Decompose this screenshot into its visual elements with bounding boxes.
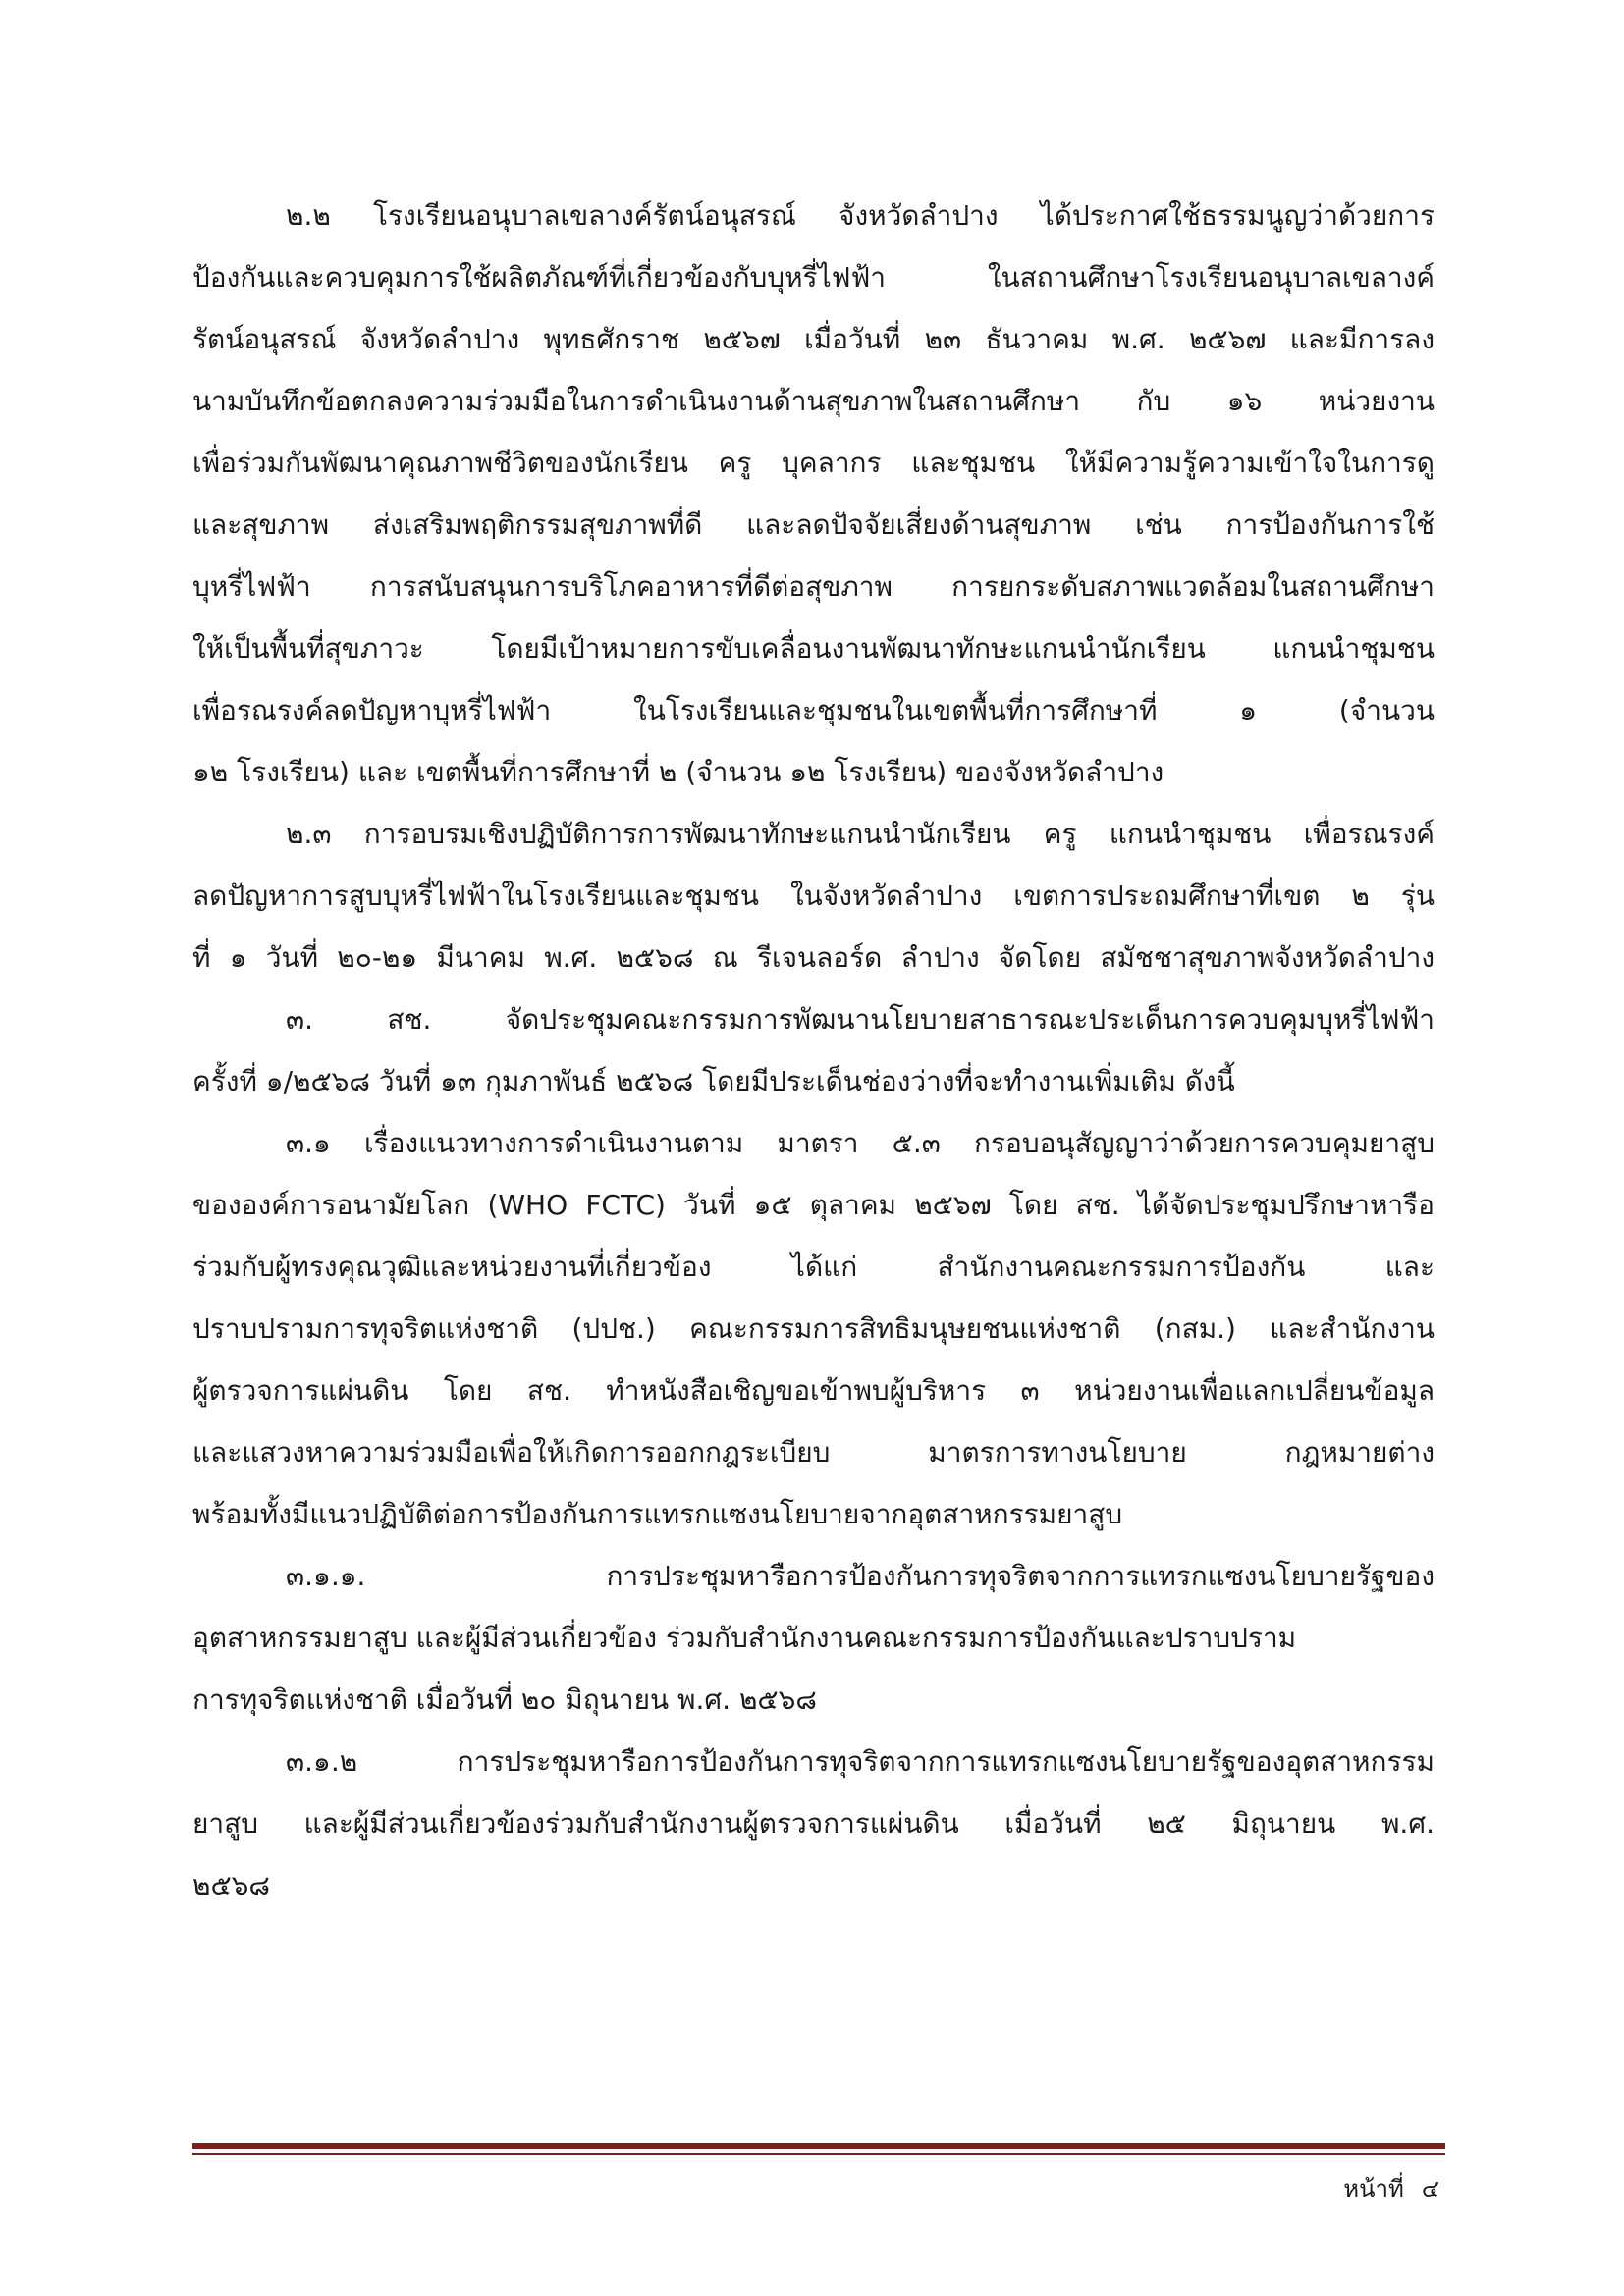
paragraph-2-2-line: ๒.๒ โรงเรียนอนุบาลเขลางค์รัตน์อนุสรณ์ จังหวัดลำปาง ได้ประกาศใช้ธรรมนูญว่าด้วยการ	[286, 199, 1435, 232]
paragraph-3-1-line: และแสวงหาความร่วมมือเพื่อให้เกิดการออกกฎระเบียบ มาตรการทางนโยบาย กฎหมายต่าง	[192, 1436, 1435, 1468]
page-number	[1343, 2169, 1439, 2209]
paragraph-3-1-line: ขององค์การอนามัยโลก (WHO FCTC) วันที่ ๑๕ ตุลาคม ๒๕๖๗ โดย สช. ได้จัดประชุมปรึกษาหารือ	[192, 1189, 1435, 1221]
footer-rule-thin	[192, 2153, 1445, 2155]
paragraph-2-3-line: ลดปัญหาการสูบบุหรี่ไฟฟ้าในโรงเรียนและชุมชน ในจังหวัดลำปาง เขตการประถมศึกษาที่เขต ๒ รุ่น	[192, 880, 1435, 912]
paragraph-3-1-2-line: ๒๕๖๘	[192, 1869, 271, 1901]
paragraph-2-3-line: ๒.๓ การอบรมเชิงปฏิบัติการการพัฒนาทักษะแกนนำนักเรียน ครู แกนนำชุมชน เพื่อรณรงค์	[286, 818, 1435, 850]
paragraph-3-1-line: ร่วมกับผู้ทรงคุณวุฒิและหน่วยงานที่เกี่ยวข้อง ได้แก่ สำนักงานคณะกรรมการป้องกัน และ	[192, 1251, 1435, 1283]
paragraph-3-1-1-line: ๓.๑.๑. การประชุมหารือการป้องกันการทุจริตจากการแทรกแซงนโยบายรัฐของ	[286, 1560, 1435, 1592]
paragraph-2-2-line: บุหรี่ไฟฟ้า การสนับสนุนการบริโภคอาหารที่ดีต่อสุขภาพ การยกระดับสภาพแวดล้อมในสถานศึกษา	[192, 570, 1435, 603]
paragraph-3-1-2-line: ยาสูบ และผู้มีส่วนเกี่ยวข้องร่วมกับสำนักงานผู้ตรวจการแผ่นดิน เมื่อวันที่ ๒๕ มิถุนายน พ.ศ.	[192, 1807, 1435, 1840]
paragraph-2-2-line: ๑๒ โรงเรียน) และ เขตพื้นที่การศึกษาที่ ๒ (จำนวน ๑๒ โรงเรียน) ของจังหวัดลำปาง	[192, 756, 1164, 788]
footer-rule-thick	[192, 2143, 1445, 2149]
paragraph-3-1-1-line: อุตสาหกรรมยาสูบ และผู้มีส่วนเกี่ยวข้อง ร่วมกับสำนักงานคณะกรรมการป้องกันและปราบปราม	[192, 1622, 1297, 1654]
paragraph-2-2-line: ให้เป็นพื้นที่สุขภาวะ โดยมีเป้าหมายการขับเคลื่อนงานพัฒนาทักษะแกนนำนักเรียน แกนนำชุมชน	[192, 632, 1435, 665]
paragraph-2-2-line: รัตน์อนุสรณ์ จังหวัดลำปาง พุทธศักราช ๒๕๖๗ เมื่อวันที่ ๒๓ ธันวาคม พ.ศ. ๒๕๖๗ และมีการลง	[192, 323, 1435, 355]
paragraph-3-line: ๓. สช. จัดประชุมคณะกรรมการพัฒนานโยบายสาธารณะประเด็นการควบคุมบุหรี่ไฟฟ้า	[286, 1003, 1435, 1036]
paragraph-3-1-line: พร้อมทั้งมีแนวปฏิบัติต่อการป้องกันการแทรกแซงนโยบายจากอุตสาหกรรมยาสูบ	[192, 1498, 1123, 1530]
paragraph-3-1-line: ผู้ตรวจการแผ่นดิน โดย สช. ทำหนังสือเชิญขอเข้าพบผู้บริหาร ๓ หน่วยงานเพื่อแลกเปลี่ยนข้อมูล	[192, 1374, 1435, 1407]
page-label: หน้าที่	[1343, 2175, 1404, 2203]
page-number-value: ๔	[1421, 2175, 1439, 2203]
paragraph-3-1-line: ๓.๑ เรื่องแนวทางการดำเนินงานตาม มาตรา ๕.๓ กรอบอนุสัญญาว่าด้วยการควบคุมยาสูบ	[286, 1127, 1435, 1159]
paragraph-3-1-2-line: ๓.๑.๒ การประชุมหารือการป้องกันการทุจริตจากการแทรกแซงนโยบายรัฐของอุตสาหกรรม	[286, 1745, 1435, 1778]
paragraph-2-2-line: ป้องกันและควบคุมการใช้ผลิตภัณฑ์ที่เกี่ยวข้องกับบุหรี่ไฟฟ้า ในสถานศึกษาโรงเรียนอนุบาลเขลางค์	[192, 261, 1435, 294]
paragraph-2-2-line: นามบันทึกข้อตกลงความร่วมมือในการดำเนินงานด้านสุขภาพในสถานศึกษา กับ ๑๖ หน่วยงาน	[192, 385, 1435, 417]
paragraph-3-line: ครั้งที่ ๑/๒๕๖๘ วันที่ ๑๓ กุมภาพันธ์ ๒๕๖๘ โดยมีประเด็นช่องว่างที่จะทำงานเพิ่มเติม ดังนี้	[192, 1065, 1235, 1097]
paragraph-3-1-line: ปราบปรามการทุจริตแห่งชาติ (ปปช.) คณะกรรมการสิทธิมนุษยชนแห่งชาติ (กสม.) และสำนักงาน	[192, 1312, 1435, 1345]
paragraph-2-2-line: และสุขภาพ ส่งเสริมพฤติกรรมสุขภาพที่ดี และลดปัจจัยเสี่ยงด้านสุขภาพ เช่น การป้องกันการใช้	[192, 508, 1435, 541]
paragraph-2-2-line: เพื่อร่วมกันพัฒนาคุณภาพชีวิตของนักเรียน ครู บุคลากร และชุมชน ให้มีความรู้ความเข้าใจในการดู	[192, 447, 1435, 479]
paragraph-3-1-1-line: การทุจริตแห่งชาติ เมื่อวันที่ ๒๐ มิถุนายน พ.ศ. ๒๕๖๘	[192, 1683, 817, 1716]
paragraph-2-3-line: ที่ ๑ วันที่ ๒๐-๒๑ มีนาคม พ.ศ. ๒๕๖๘ ณ รีเจนลอร์ด ลำปาง จัดโดย สมัชชาสุขภาพจังหวัดลำปาง	[192, 941, 1435, 974]
paragraph-2-2-line: เพื่อรณรงค์ลดปัญหาบุหรี่ไฟฟ้า ในโรงเรียนและชุมชนในเขตพื้นที่การศึกษาที่ ๑ (จำนวน	[192, 694, 1435, 726]
